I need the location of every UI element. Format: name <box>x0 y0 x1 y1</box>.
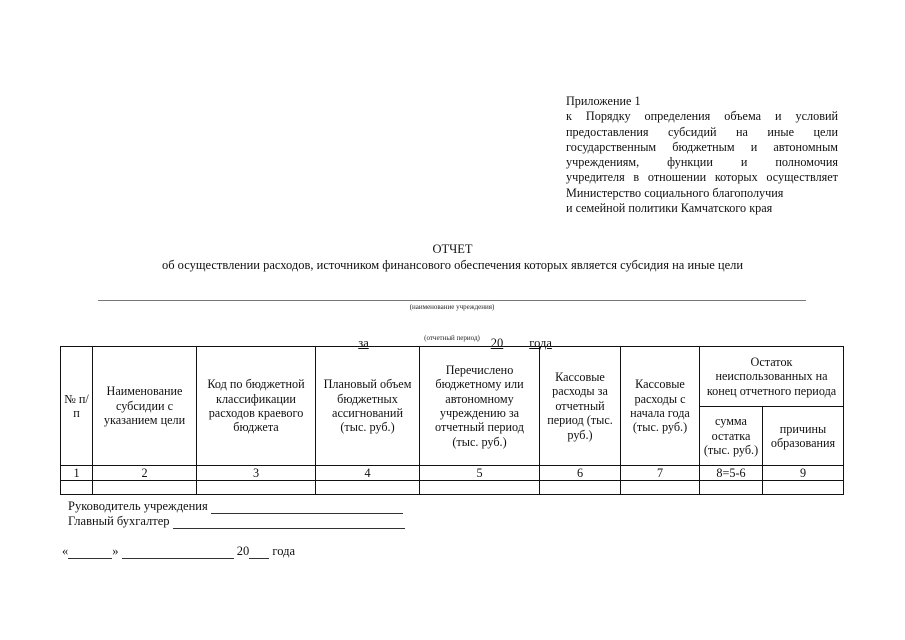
header-cash-year: Кассовые расходы с начала года (тыс. руб.) <box>621 347 700 466</box>
date-close-quote: » <box>112 544 119 558</box>
appendix-line: государственным бюджетным и автономным <box>566 139 838 154</box>
appendix-line: Министерство социального благополучия <box>566 185 784 200</box>
column-number: 5 <box>420 466 540 481</box>
period-hint: (отчетный период) <box>424 334 480 342</box>
appendix-line: и семейной политики Камчатского края <box>566 201 773 216</box>
header-remainder-group: Остаток неиспользованных на конец отчетного периода <box>700 347 844 407</box>
header-planned-volume: Плановый объем бюджетных ассигнований (тыс. руб.) <box>316 347 420 466</box>
head-signature-label: Руководитель учреждения <box>68 499 208 513</box>
date-open-quote: « <box>62 544 69 558</box>
period-prefix: за <box>358 336 369 350</box>
appendix-block <box>566 94 838 216</box>
accountant-signature <box>68 514 405 529</box>
column-number: 6 <box>540 466 621 481</box>
table-cell[interactable] <box>700 481 763 495</box>
column-number-row <box>61 466 844 481</box>
table-cell[interactable] <box>540 481 621 495</box>
report-title: ОТЧЕТ <box>432 242 473 256</box>
date-line <box>62 544 295 559</box>
table-cell[interactable] <box>93 481 197 495</box>
column-number: 1 <box>61 466 93 481</box>
header-remainder-sum: сумма остатка (тыс. руб.) <box>700 407 763 466</box>
appendix-line: предоставления субсидий на иные цели <box>566 124 838 139</box>
accountant-signature-label: Главный бухгалтер <box>68 514 170 528</box>
appendix-line: учреждениям, функции и полномочия <box>566 155 838 170</box>
table-cell[interactable] <box>316 481 420 495</box>
header-cash-period: Кассовые расходы за отчетный период (тыс. руб.) <box>540 347 621 466</box>
table-cell[interactable] <box>61 481 93 495</box>
accountant-signature-blank[interactable] <box>173 516 405 529</box>
column-number: 7 <box>621 466 700 481</box>
date-year-suffix: года <box>272 544 295 558</box>
date-year-prefix: 20 <box>236 544 250 558</box>
table-cell[interactable] <box>763 481 844 495</box>
date-year-blank[interactable] <box>249 546 269 559</box>
appendix-line: Приложение 1 <box>566 94 641 108</box>
institution-name-line[interactable] <box>98 300 806 301</box>
table-cell[interactable] <box>420 481 540 495</box>
date-day-blank[interactable] <box>68 546 112 559</box>
header-subsidy-name: Наименование субсидии с указанием цели <box>93 347 197 466</box>
table-cell[interactable] <box>197 481 316 495</box>
column-number: 2 <box>93 466 197 481</box>
column-number: 4 <box>316 466 420 481</box>
date-month-blank[interactable] <box>122 546 234 559</box>
column-number: 3 <box>197 466 316 481</box>
column-number: 8=5-6 <box>700 466 763 481</box>
report-table <box>60 346 844 495</box>
header-number: № п/п <box>61 347 93 466</box>
period-suffix: года <box>529 336 552 350</box>
appendix-line: к Порядку определения объема и условий <box>566 109 838 124</box>
header-remainder-reasons: причины образования <box>763 407 844 466</box>
head-signature <box>68 499 403 514</box>
header-transferred: Перечислено бюджетному или автономному учреждению за отчетный период (тыс. руб.) <box>420 347 540 466</box>
column-number: 9 <box>763 466 844 481</box>
appendix-line: учредителя в отношении которых осуществляет <box>566 170 838 185</box>
header-budget-code: Код по бюджетной классификации расходов краевого бюджета <box>197 347 316 466</box>
table-cell[interactable] <box>621 481 700 495</box>
table-row[interactable] <box>61 481 844 495</box>
head-signature-blank[interactable] <box>211 501 403 514</box>
period-year: 20 <box>490 336 504 350</box>
institution-hint: (наименование учреждения) <box>409 303 495 311</box>
report-subtitle: об осуществлении расходов, источником финансового обеспечения которых является субсидия на иные цели <box>161 258 744 272</box>
